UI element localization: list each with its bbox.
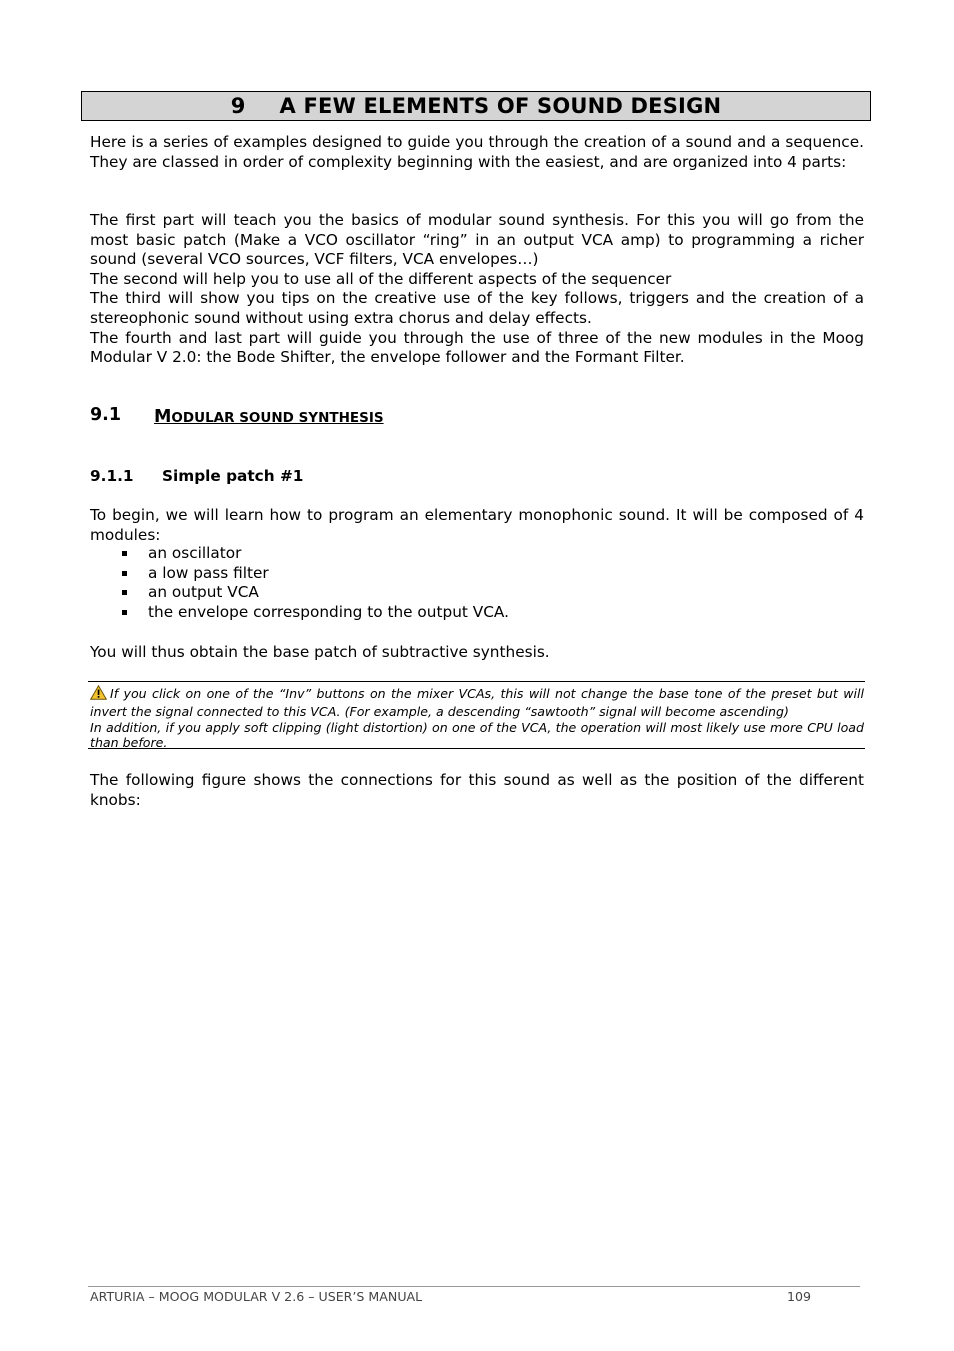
subsection-title: Simple patch #1: [162, 467, 304, 485]
section-title-initial: M: [154, 407, 172, 427]
section-heading: [90, 405, 384, 427]
list-item-text: the envelope corresponding to the output VCA.: [148, 602, 509, 621]
list-item: [120, 583, 509, 603]
bullet-square-icon: [122, 590, 127, 595]
list-item-text: an oscillator: [148, 544, 242, 562]
part-four-paragraph: The fourth and last part will guide you through the use of three of the new modules in the Moog Modular V 2.0: the Bode Shifter, the envelope follower and the Formant Filter.: [90, 328, 864, 367]
intro-block: [90, 133, 864, 172]
patch-result-paragraph: You will thus obtain the base patch of subtractive synthesis.: [90, 643, 550, 661]
bullet-square-icon: [122, 610, 127, 615]
list-item: [120, 564, 509, 584]
warning-note: [88, 681, 865, 749]
footer-divider: [88, 1286, 860, 1287]
note-line-1-text: If you click on one of the “Inv” buttons on the mixer VCAs, this will not change the base tone of the preset but will invert the signal connected to this VCA. (For example, a descending “sawtooth” signal will become ascending): [90, 686, 864, 719]
subsection-heading: [90, 467, 304, 485]
chapter-heading: [81, 91, 871, 121]
figure-intro-paragraph: The following figure shows the connections for this sound as well as the position of the different knobs:: [90, 771, 864, 809]
list-item-text: an output VCA: [148, 583, 259, 602]
part-two-paragraph: The second will help you to use all of the different aspects of the sequencer: [90, 269, 672, 288]
patch-result-block: [90, 643, 864, 663]
footer-manual-title: ARTURIA – MOOG MODULAR V 2.6 – USER’S MANUAL: [90, 1289, 423, 1304]
footer-page-number: 109: [787, 1289, 812, 1304]
chapter-number: 9: [230, 94, 246, 118]
note-line-2: In addition, if you apply soft clipping (light distortion) on one of the VCA, the operation will most likely use more CPU load than before.: [90, 719, 864, 751]
part-one-paragraph: The first part will teach you the basics of modular sound synthesis. For this you will go from the most basic patch (Make a VCO oscillator “ring” in an output VCA amp) to programming a richer sound (several VCO sources, VCF filters, VCA envelopes…): [90, 211, 864, 269]
list-item: [120, 603, 509, 623]
section-number: 9.1: [90, 405, 122, 425]
list-item: [120, 544, 509, 564]
patch-intro-block: [90, 506, 864, 545]
section-title-rest: ODULAR SOUND SYNTHESIS: [171, 410, 384, 426]
parts-block: [90, 211, 864, 368]
subsection-number: 9.1.1: [90, 467, 134, 485]
chapter-title: A FEW ELEMENTS OF SOUND DESIGN: [279, 94, 722, 118]
patch-intro-paragraph: To begin, we will learn how to program an elementary monophonic sound. It will be composed of 4 modules:: [90, 506, 864, 544]
warning-icon: [90, 685, 107, 704]
section-title: [154, 407, 384, 427]
figure-intro-block: [90, 771, 864, 810]
bullet-square-icon: [122, 571, 127, 576]
bullet-square-icon: [122, 551, 127, 556]
note-line-1: [90, 685, 864, 720]
list-item-text: a low pass filter: [148, 563, 269, 582]
part-three-paragraph: The third will show you tips on the creative use of the key follows, triggers and the creation of a stereophonic sound without using extra chorus and delay effects.: [90, 289, 864, 327]
module-list: [120, 544, 509, 622]
intro-paragraph: Here is a series of examples designed to guide you through the creation of a sound and a sequence. They are classed in order of complexity beginning with the easiest, and are organized into 4 parts:: [90, 133, 864, 171]
